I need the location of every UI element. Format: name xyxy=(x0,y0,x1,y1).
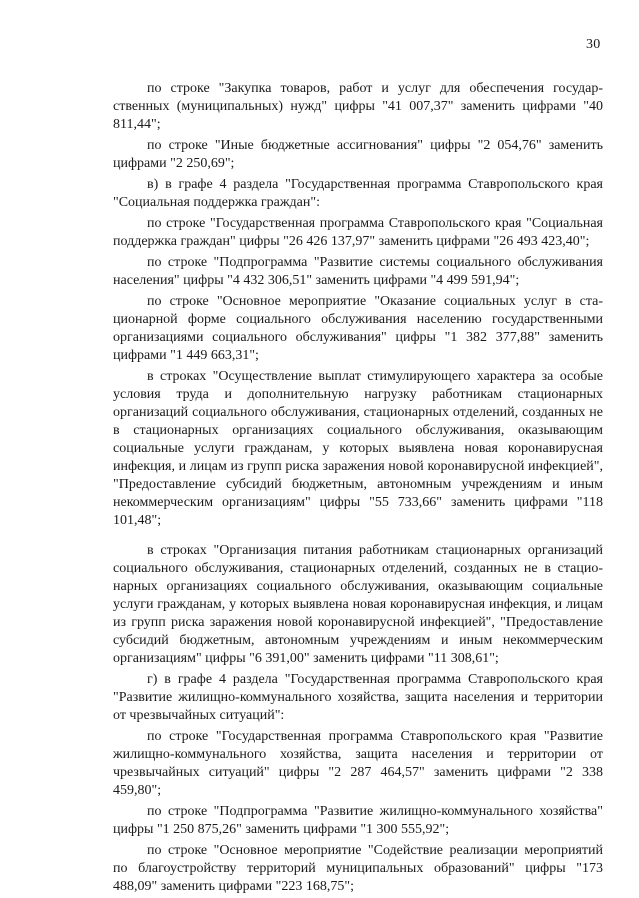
document-body xyxy=(113,80,603,896)
paragraph: по строке "Государственная программа Ставропольского края "Социальная поддержка граждан" цифры "26 426 137,97" заменить цифрами "26 493 423,40"; xyxy=(113,216,603,249)
paragraph: по строке "Государственная программа Ставропольского края "Развитие жилищно-коммунального хозяйства, защита населения и территории от чрезвычайных ситуаций" цифры "2 287 464,57" заменить цифрами "2 338 459,80"; xyxy=(113,729,603,798)
paragraph: в) в графе 4 раздела "Государственная программа Ставропольского края "Социальная поддержка граждан": xyxy=(113,177,603,210)
paragraph: по строке "Иные бюджетные ассигнования" цифры "2 054,76" заменить цифрами "2 250,69"; xyxy=(113,138,603,171)
paragraph: г) в графе 4 раздела "Государственная программа Ставропольского края "Развитие жилищно-коммунального хозяйства, защита населения и территории от чрезвычайных ситуаций": xyxy=(113,672,603,723)
paragraph: по строке "Подпрограмма "Развитие системы социального обслуживания населения" цифры "4 432 306,51" заменить цифрами "4 499 591,94"; xyxy=(113,255,603,288)
paragraph: по строке "Подпрограмма "Развитие жилищно-коммунального хозяйства" цифры "1 250 875,26" заменить цифрами "1 300 555,92"; xyxy=(113,804,603,837)
paragraph: по строке "Закупка товаров, работ и услуг для обеспечения государственных (муниципальных) нужд" цифры "41 007,37" заменить цифрами "40 811,44"; xyxy=(113,81,603,132)
paragraph: в строках "Осуществление выплат стимулирующего характера за особые условия труда и дополнительную нагрузку работникам стационарных организаций социального обслуживания, стационарных отделений, созданных не в стационарных организациях социального обслуживания, оказывающим социальные услуги гражданам, у которых выявлена новая коронавирусная инфекция, и лицам из групп риска заражения новой коронавирусной инфекцией", "Предоставление субсидий бюджетным, автономным учреждениям и иным некоммерческим организациям" цифры "55 733,66" заменить цифрами "118 101,48"; xyxy=(113,369,603,528)
page-number: 30 xyxy=(586,37,601,52)
paragraph: в строках "Организация питания работникам стационарных организаций социального обслуживания, стационарных отделений, созданных не в стационарных организациях социального обслуживания, оказывающим социальные услуги гражданам, у которых выявлена новая коронавирусная инфекция, и лицам из групп риска заражения новой коронавирусной инфекцией", "Предоставление субсидий бюджетным, автономным учреждениям и иным некоммерческим организациям" цифры "6 391,00" заменить цифрами "11 308,61"; xyxy=(113,543,603,666)
paragraph: по строке "Основное мероприятие "Оказание социальных услуг в стационарной форме социального обслуживания населению государственными организациями социального обслуживания" цифры "1 382 377,88" заменить цифрами "1 449 663,31"; xyxy=(113,294,603,363)
paragraph: по строке "Основное мероприятие "Содействие реализации мероприятий по благоустройству территорий муниципальных образований" цифры "173 488,09" заменить цифрами "223 168,75"; xyxy=(113,843,603,894)
